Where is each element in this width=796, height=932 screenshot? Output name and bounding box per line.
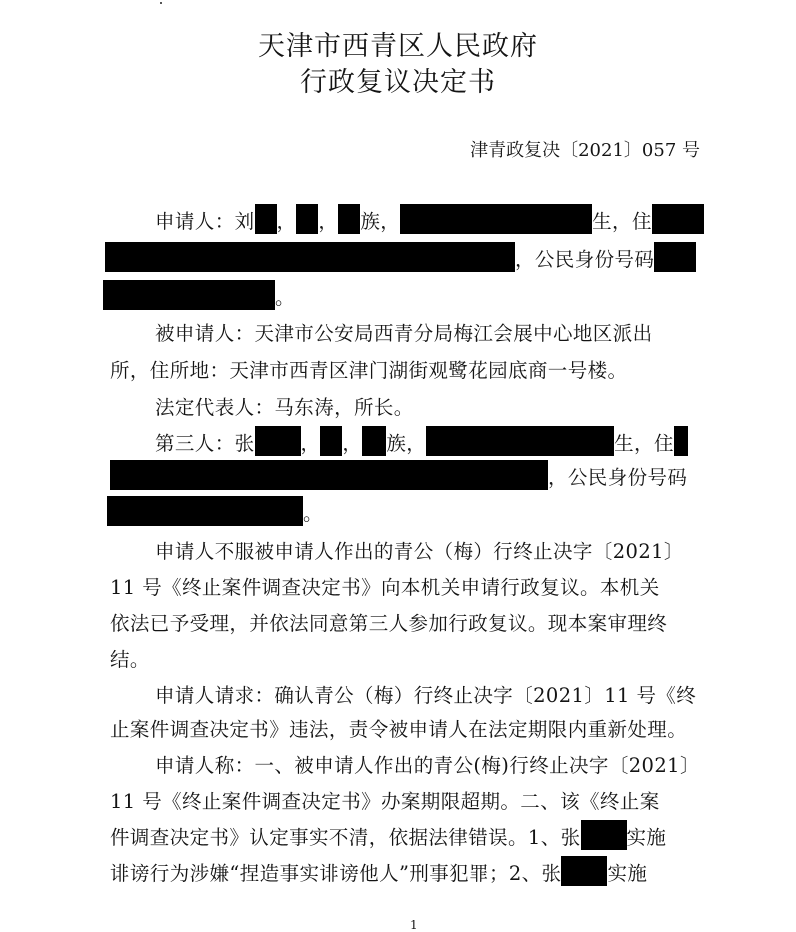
doc-title-line1: 天津市西青区人民政府	[258, 31, 538, 62]
applicant-ethnicity: 族，	[360, 210, 401, 233]
respondent-line2: 所，住所地：天津市西青区津门湖街观鹭花园底商一号楼。	[110, 359, 628, 382]
third-party-label: 第三人：张	[155, 432, 255, 455]
para5-line2: 11 号《终止案件调查决定书》向本机关申请行政复议。本机关	[110, 576, 660, 599]
redaction	[103, 280, 275, 310]
redaction	[338, 204, 360, 234]
third-party-line2	[110, 460, 687, 490]
redaction	[320, 426, 342, 456]
para5-line1: 申请人不服被申请人作出的青公（梅）行终止决字〔2021〕	[155, 540, 684, 563]
legal-rep-line: 法定代表人：马东涛，所长。	[155, 396, 414, 419]
redaction	[400, 204, 592, 234]
para6-line2: 止案件调查决定书》违法，责令被申请人在法定期限内重新处理。	[110, 718, 688, 741]
redaction	[105, 242, 515, 272]
para5-line4: 结。	[110, 648, 150, 671]
para7-line4-end: 实施	[607, 862, 648, 885]
redaction	[296, 204, 318, 234]
para7-line4-text: 诽谤行为涉嫌“捏造事实诽谤他人”刑事犯罪；2、张	[110, 862, 562, 885]
redaction	[654, 242, 696, 272]
applicant-line2	[105, 242, 696, 272]
applicant-sep1: ，	[276, 210, 297, 233]
applicant-line3	[103, 280, 295, 310]
para7-line4	[110, 856, 647, 886]
redaction	[652, 204, 704, 234]
applicant-sep2: ，	[318, 210, 339, 233]
third-party-born: 生，住	[614, 432, 674, 455]
applicant-id-label: ，公民身份号码	[515, 248, 655, 271]
redaction	[561, 856, 607, 886]
redaction	[255, 204, 277, 234]
third-party-line3	[107, 496, 323, 526]
redaction	[110, 460, 548, 490]
redaction	[255, 426, 301, 456]
para7-line1: 申请人称：一、被申请人作出的青公(梅)行终止决字〔2021〕	[155, 754, 700, 777]
third-party-line1	[155, 426, 688, 456]
applicant-line1	[155, 204, 704, 234]
applicant-label: 申请人：刘	[155, 210, 255, 233]
redaction	[107, 496, 303, 526]
para7-line3	[110, 820, 666, 850]
third-party-sep1: ，	[300, 432, 321, 455]
applicant-born: 生，住	[592, 210, 652, 233]
para7-line2: 11 号《终止案件调查决定书》办案期限超期。二、该《终止案	[110, 790, 660, 813]
redaction	[426, 426, 614, 456]
third-party-sep2: ，	[342, 432, 363, 455]
para5-line3: 依法已予受理，并依法同意第三人参加行政复议。现本案审理终	[110, 612, 668, 635]
third-party-end: 。	[303, 502, 323, 525]
para6-line1: 申请人请求：确认青公（梅）行终止决字〔2021〕11 号《终	[155, 684, 697, 707]
redaction	[362, 426, 386, 456]
page-number: 1	[410, 918, 418, 932]
redaction	[581, 820, 627, 850]
applicant-end: 。	[275, 286, 295, 309]
respondent-line1: 被申请人：天津市公安局西青分局梅江会展中心地区派出	[155, 322, 653, 345]
third-party-ethnicity: 族，	[386, 432, 427, 455]
redaction	[674, 426, 688, 456]
para7-line3-text: 件调查决定书》认定事实不清，依据法律错误。1、张	[110, 826, 581, 849]
third-party-id-label: ，公民身份号码	[548, 466, 688, 489]
doc-number: 津青政复决〔2021〕057 号	[470, 140, 700, 161]
scan-speck	[160, 2, 162, 4]
doc-title-line2: 行政复议决定书	[300, 67, 496, 98]
para7-line3-end: 实施	[626, 826, 667, 849]
